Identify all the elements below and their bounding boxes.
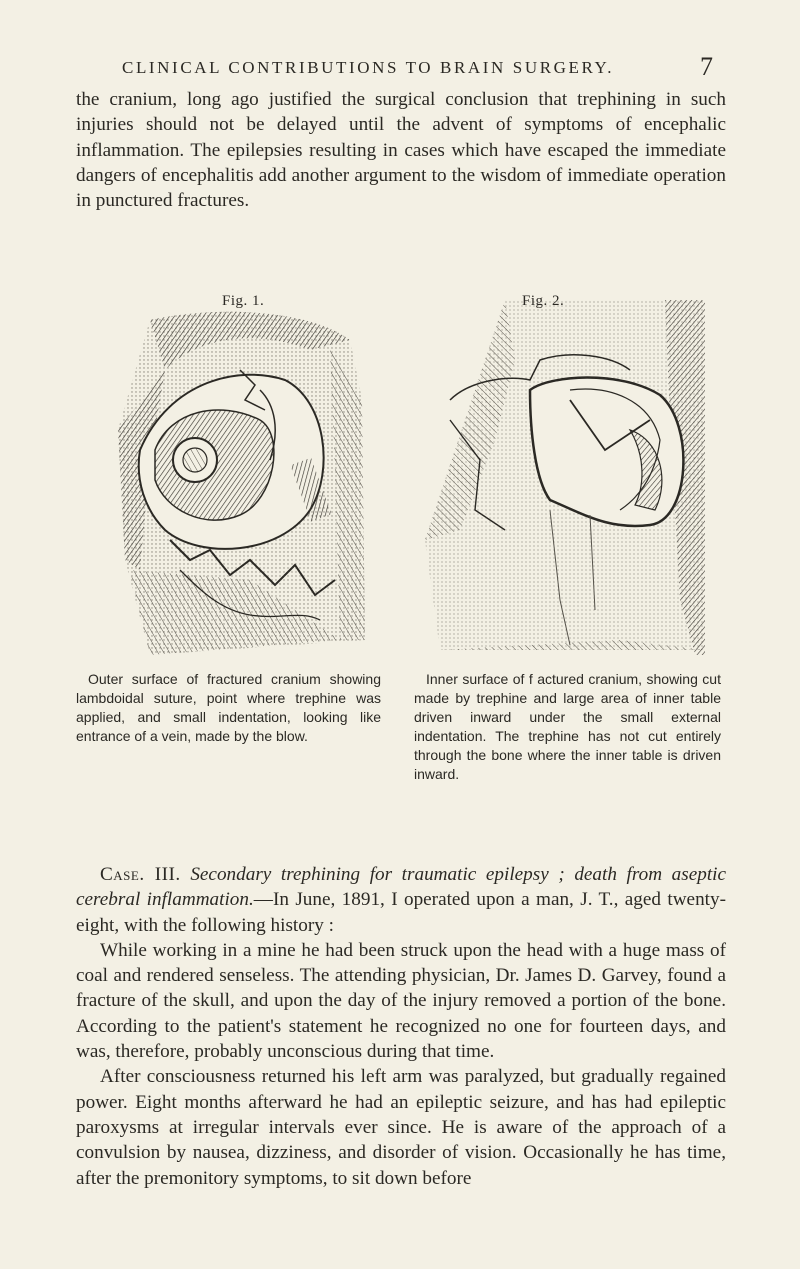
skull-inner-surface-engraving — [420, 300, 715, 655]
case-course-paragraph — [76, 1064, 726, 1190]
figure-2-caption — [414, 670, 721, 784]
figure-1-caption-text: Outer surface of fractured cranium showing lambdoidal suture, point where trephine was applied, and small indentation, looking like entrance of a vein, made by the blow. — [76, 671, 381, 744]
case-section — [76, 862, 726, 1191]
intro-paragraph: the cranium, long ago justified the surgical conclusion that trephining in such injuries should not be delayed until the advent of symptoms of encephalic inflammation. The epilepsies resulting in cases which have escaped the immediate dangers of encephalitis add another argument to the wisdom of immediate operation in punctured fractures. — [76, 89, 726, 212]
case-opening: —In June, 1891, I operated upon a man, J. T., aged twenty-eight, with the following history : — [76, 889, 726, 936]
case-title: Secondary trephining for traumatic epilepsy ; death from aseptic cerebral inflammation. — [76, 864, 727, 911]
running-title: CLINICAL CONTRIBUTIONS TO BRAIN SURGERY. — [122, 58, 615, 77]
skull-outer-surface-engraving — [110, 310, 370, 665]
figure-1-label: Fig. 1. — [222, 293, 265, 309]
case-heading: Case. III. — [100, 864, 181, 885]
figure-2-caption-text: Inner surface of f actured cranium, showing cut made by trephine and large area of inner table driven inward under the small external indentation. The trephine has not cut entirely through the bone where the inner table is driven inward. — [414, 671, 721, 782]
figure-1-caption — [76, 670, 381, 746]
case-course-text: After consciousness returned his left arm was paralyzed, but gradually regained power. Eight months afterward he had an epileptic seizure, and has had epileptic paroxysms at irregular intervals ever since. He is aware of the approach of a convulsion by nausea, dizziness, and disorder of vision. Occasionally he has time, after the premonitory symptoms, to sit down before — [76, 1066, 726, 1189]
case-history-paragraph — [76, 938, 726, 1064]
case-intro — [76, 862, 726, 938]
case-history-text: While working in a mine he had been struck upon the head with a huge mass of coal and rendered senseless. The attending physician, Dr. James D. Garvey, found a fracture of the skull, and upon the day of the injury removed a portion of the bone. According to the patient's statement he recognized no one for fourteen days, and was, therefore, probably unconscious during that time. — [76, 939, 726, 1063]
page-number: 7 — [700, 52, 713, 81]
